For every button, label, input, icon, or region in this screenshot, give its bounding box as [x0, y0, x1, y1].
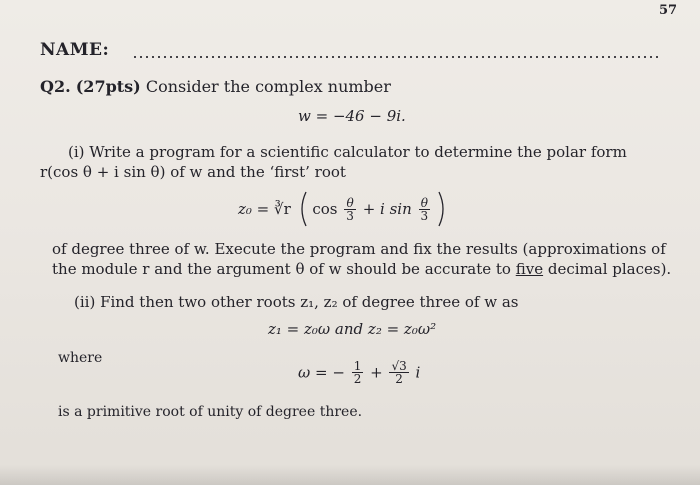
omega-plus: + [370, 363, 383, 382]
root-formula [238, 190, 449, 230]
part-i-line-4-after: decimal places). [543, 260, 672, 278]
question-intro: Consider the complex number [145, 77, 391, 96]
root-formula-lhs: z₀ = [238, 200, 270, 218]
closing-sentence: is a primitive root of unity of degree three. [58, 404, 363, 420]
part-i-line-2: r(cos θ + i sin θ) of w and the ‘first’ root [40, 163, 346, 181]
fraction-b-denominator: 3 [420, 208, 429, 223]
omega-fraction-1-denominator: 2 [353, 372, 362, 386]
omega-lhs: ω = − [298, 363, 345, 382]
roots-equation: z₁ = z₀ω and z₂ = z₀ω² [268, 320, 437, 338]
part-i-line-4-before: the module r and the argument θ of w should be accurate to [52, 260, 516, 278]
right-paren-icon [437, 190, 449, 228]
omega-fraction-2-denominator: 2 [395, 372, 403, 386]
omega-fraction-2-numerator: √3 [391, 359, 407, 373]
omega-fraction-2 [389, 360, 408, 385]
question-title [40, 77, 391, 96]
question-points: (27pts) [75, 77, 141, 96]
name-dotted-line [132, 56, 662, 58]
where-label: where [58, 350, 103, 366]
root-formula-cos: cos [312, 200, 338, 218]
part-i-line-1: (i) Write a program for a scientific calculator to determine the polar form [68, 143, 627, 161]
fraction-a-numerator: θ [344, 197, 356, 210]
part-ii-line-1: (ii) Find then two other roots z₁, z₂ of degree three of w as [74, 293, 519, 311]
omega-fraction-1-numerator: 1 [353, 359, 362, 373]
theta-over-3-fraction-b [419, 197, 431, 222]
left-paren-icon [296, 190, 308, 228]
page-number: 57 [659, 3, 678, 18]
w-equation: w = −46 − 9i. [298, 107, 406, 125]
question-label: Q2. [40, 77, 71, 96]
page-shadow [0, 465, 700, 485]
root-formula-radical: ∛r [274, 200, 291, 218]
fraction-b-numerator: θ [419, 197, 431, 210]
omega-formula [298, 360, 420, 406]
theta-over-3-fraction-a [344, 197, 356, 222]
underlined-five: five [515, 260, 544, 278]
part-i-line-4 [52, 260, 671, 278]
omega-fraction-1 [352, 360, 364, 385]
fraction-a-denominator: 3 [346, 208, 354, 223]
omega-i: i [415, 363, 421, 382]
root-formula-plus-i-sin: + i sin [362, 200, 412, 218]
name-label: NAME: [40, 40, 110, 60]
part-i-line-3: of degree three of w. Execute the program and fix the results (approximations of [52, 240, 666, 258]
